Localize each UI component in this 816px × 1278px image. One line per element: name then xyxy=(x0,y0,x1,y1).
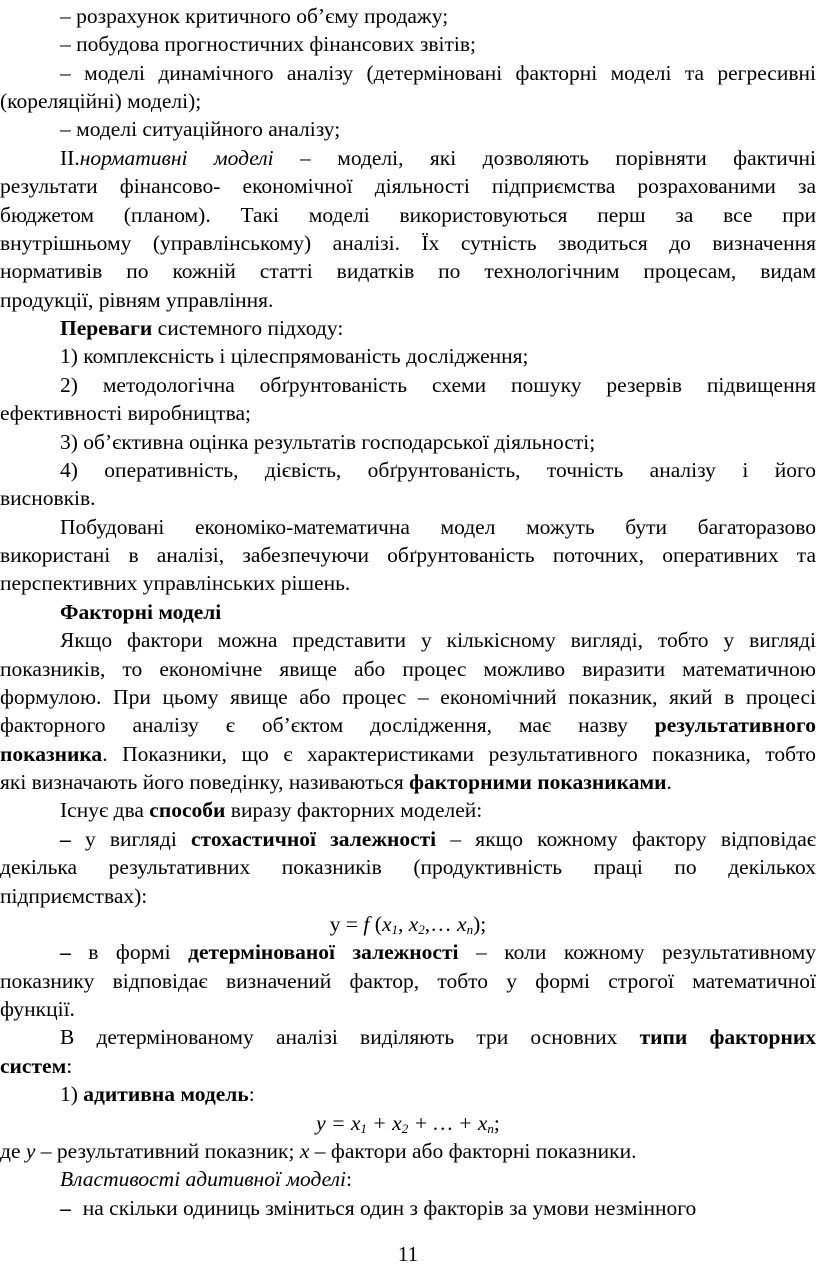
list-item: – розрахунок критичного об’єму продажу; xyxy=(60,4,449,28)
term-advantages: Переваги xyxy=(60,316,153,341)
list-item: 1) комплексність і цілеспрямованість дослідження; xyxy=(60,344,529,369)
list-item: 4) оперативність, дієвість, обґрунтованість, точність аналізу і його xyxy=(60,457,816,482)
paragraph-line: продукції, рівням управління. xyxy=(0,287,274,312)
paragraph-line: показника. Показники, що є характеристиками результативного показника, тобто xyxy=(0,741,816,766)
paragraph-line: Властивості адитивної моделі: xyxy=(60,1167,352,1192)
text-line: (кореляційні) моделі); xyxy=(0,89,202,114)
list-item: 3) об’єктивна оцінка результатів господарської діяльності; xyxy=(60,429,596,454)
formula-additive: $у = x_1 + x_2$ + … + $x_n$; xyxy=(316,1110,500,1136)
term-normative-models: нормативні моделі xyxy=(79,145,274,170)
paragraph-line: декілька результативних показників (продуктивність праці по декількох xyxy=(0,855,816,880)
paragraph-line: внутрішньому (управлінському) аналізі. Їх сутність зводиться до визначення xyxy=(0,230,816,255)
paragraph-line: функції. xyxy=(0,997,75,1022)
paragraph-line: формулою. При цьому явище або процес – економічний показник, який в процесі xyxy=(0,684,816,709)
paragraph-line: результати фінансово- економічної діяльності підприємства розрахованими за xyxy=(0,174,816,199)
list-item: – на скільки одиниць зміниться один з факторів за умови незмінного xyxy=(60,1195,697,1220)
paragraph-line: Побудовані економіко-математична модел можуть бути багаторазово xyxy=(60,514,816,539)
list-item: – у вигляді стохастичної залежності – якщо кожному фактору відповідає xyxy=(60,826,816,851)
paragraph-line: які визначають його поведінку, називаються факторними показниками. xyxy=(0,770,672,795)
paragraph-line: де у – результативний показник; х – фактори або факторні показники. xyxy=(0,1138,637,1163)
paragraph-line: бюджетом (планом). Такі моделі використовуються перш за все при xyxy=(0,202,816,227)
list-item: – в формі детермінованої залежності – коли кожному результативному xyxy=(60,940,816,965)
list-item: – моделі ситуаційного аналізу; xyxy=(60,117,341,142)
list-item: – побудова прогностичних фінансових звітів; xyxy=(60,32,477,57)
page-number: 11 xyxy=(397,1242,419,1266)
formula-stochastic: у = f ($x_1$, $x_2,\dots$ $x_n$); xyxy=(329,911,487,937)
paragraph-line: II.нормативні моделі – моделі, які дозволяють порівняти фактичні xyxy=(60,145,816,170)
list-item: 2) методологічна обґрунтованість схеми пошуку резервів підвищення xyxy=(60,372,816,397)
paragraph-line: Існує два способи виразу факторних моделей: xyxy=(60,798,483,823)
paragraph-line: перспективних управлінських рішень. xyxy=(0,571,351,596)
paragraph-line: систем: xyxy=(0,1053,73,1078)
paragraph-line: нормативів по кожній статті видатків по технологічним процесам, видам xyxy=(0,259,816,284)
text-line: ефективності виробництва; xyxy=(0,401,251,426)
paragraph-line: факторного аналізу є об’єктом дослідження, має назву результативного xyxy=(0,713,816,738)
list-item: 1) адитивна модель: xyxy=(60,1082,255,1107)
paragraph-line: В детермінованому аналізі виділяють три основних типи факторних xyxy=(60,1025,816,1050)
list-item: – моделі динамічного аналізу (детерміновані факторні моделі та регресивні xyxy=(60,60,816,85)
section-heading: Факторні моделі xyxy=(60,599,222,624)
paragraph-line: Якщо фактори можна представити у кількісному вигляді, тобто у вигляді xyxy=(60,628,816,653)
paragraph-line: використані в аналізі, забезпечуючи обґрунтованість поточних, оперативних та xyxy=(0,543,816,568)
text-line: висновків. xyxy=(0,486,96,511)
paragraph-line: Переваги системного підходу: xyxy=(60,316,344,341)
paragraph-line: підприємствах): xyxy=(0,883,148,908)
paragraph-line: показників, то економічне явище або процес можливо виразити математичною xyxy=(0,656,816,681)
paragraph-line: показнику відповідає визначений фактор, тобто у формі строгої математичної xyxy=(0,968,816,993)
